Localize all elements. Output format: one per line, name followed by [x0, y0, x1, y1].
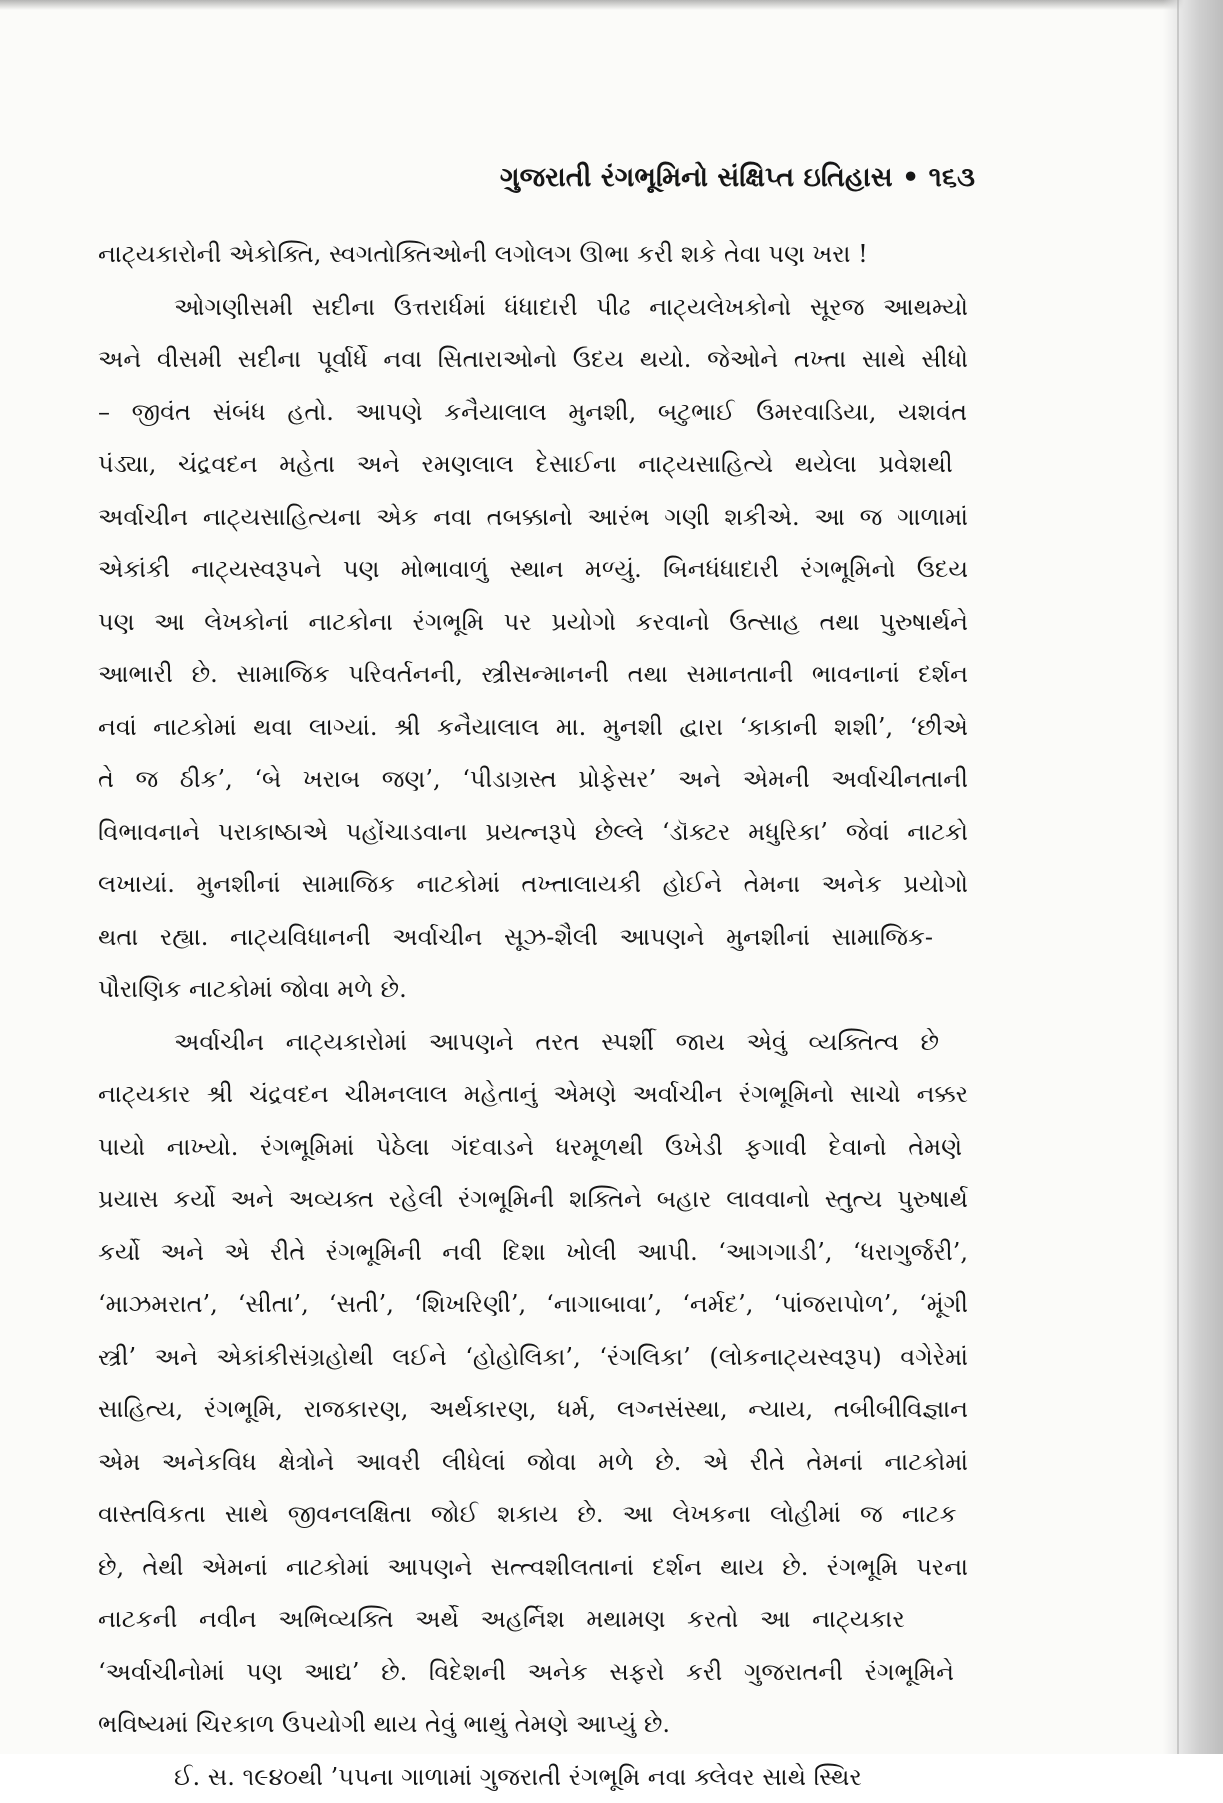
page-right-edge-shadow — [1163, 0, 1223, 1754]
text-line: પ્રયાસ કર્યો અને અવ્યક્ત રહેલી રંગભૂમિની શક્તિને બહાર લાવવાનો સ્તુત્ય પુરુષાર્થ — [98, 1173, 968, 1226]
text-line: અર્વાચીન નાટ્યસાહિત્યના એક નવા તબક્કાનો આરંભ ગણી શકીએ. આ જ ગાળામાં — [98, 491, 968, 544]
page-top-edge-shadow — [0, 0, 1223, 10]
text-line: પાયો નાખ્યો. રંગભૂમિમાં પેઠેલા ગંદવાડને ધરમૂળથી ઉખેડી ફગાવી દેવાનો તેમણે — [98, 1121, 968, 1174]
text-line: વાસ્તવિકતા સાથે જીવનલક્ષિતા જોઈ શકાય છે. આ લેખકના લોહીમાં જ નાટક — [98, 1488, 968, 1541]
text-line: તે જ ઠીક’, ‘બે ખરાબ જણ’, ‘પીડાગ્રસ્ત પ્રોફેસર’ અને એમની અર્વાચીનતાની — [98, 753, 968, 806]
text-line: ‘માઝમરાત’, ‘સીતા’, ‘સતી’, ‘શિખરિણી’, ‘નાગાબાવા’, ‘નર્મદ’, ‘પાંજરાપોળ’, ‘મૂંગી — [98, 1278, 968, 1331]
text-line: છે, તેથી એમનાં નાટકોમાં આપણને સત્ત્વશીલતાનાં દર્શન થાય છે. રંગભૂમિ પરના — [98, 1541, 968, 1594]
text-line: ઈ. સ. ૧૯૪૦થી ’૫૫ના ગાળામાં ગુજરાતી રંગભૂમિ નવા ક્લેવર સાથે સ્થિર — [98, 1751, 968, 1803]
text-line: નાટ્યકાર શ્રી ચંદ્રવદન ચીમનલાલ મહેતાનું એમણે અર્વાચીન રંગભૂમિનો સાચો નક્કર — [98, 1068, 968, 1121]
text-line: આભારી છે. સામાજિક પરિવર્તનની, સ્ત્રીસન્માનની તથા સમાનતાની ભાવનાનાં દર્શન — [98, 648, 968, 701]
text-line: અને વીસમી સદીના પૂર્વાર્ધે નવા સિતારાઓનો ઉદય થયો. જેઓને તખ્તા સાથે સીધો — [98, 333, 968, 386]
text-line: પણ આ લેખકોનાં નાટકોના રંગભૂમિ પર પ્રયોગો કરવાનો ઉત્સાહ તથા પુરુષાર્થને — [98, 596, 968, 649]
text-line: અર્વાચીન નાટ્યકારોમાં આપણને તરત સ્પર્શી જાય એવું વ્યક્તિત્વ છે — [98, 1016, 968, 1069]
page-binding-line — [1177, 0, 1179, 1754]
body-text — [98, 228, 968, 1803]
text-line: પૌરાણિક નાટકોમાં જોવા મળે છે. — [98, 963, 968, 1016]
text-line: સાહિત્ય, રંગભૂમિ, રાજકારણ, અર્થકારણ, ધર્મ, લગ્નસંસ્થા, ન્યાય, તબીબીવિજ્ઞાન — [98, 1383, 968, 1436]
text-line: એકાંકી નાટ્યસ્વરૂપને પણ મોભાવાળું સ્થાન મળ્યું. બિનધંધાદારી રંગભૂમિનો ઉદય — [98, 543, 968, 596]
text-line: એમ અનેકવિધ ક્ષેત્રોને આવરી લીધેલાં જોવા મળે છે. એ રીતે તેમનાં નાટકોમાં — [98, 1436, 968, 1489]
running-head: ગુજરાતી રંગભૂમિનો સંક્ષિપ્ત ઇતિહાસ • ૧૬૩ — [120, 162, 975, 194]
text-line: ઓગણીસમી સદીના ઉત્તરાર્ધમાં ધંધાદારી પીઢ નાટ્યલેખકોનો સૂરજ આથમ્યો — [98, 281, 968, 334]
text-line: કર્યો અને એ રીતે રંગભૂમિની નવી દિશા ખોલી આપી. ‘આગગાડી’, ‘ધરાગુર્જરી’, — [98, 1226, 968, 1279]
text-line: થતા રહ્યા. નાટ્યવિધાનની અર્વાચીન સૂઝ-શૈલી આપણને મુનશીનાં સામાજિક- — [98, 911, 968, 964]
text-line: નાટ્યકારોની એકોક્તિ, સ્વગતોક્તિઓની લગોલગ ઊભા કરી શકે તેવા પણ ખરા ! — [98, 228, 968, 281]
text-line: વિભાવનાને પરાકાષ્ઠાએ પહોંચાડવાના પ્રયત્નરૂપે છેલ્લે ‘ડૉક્ટર મધુરિકા’ જેવાં નાટકો — [98, 806, 968, 859]
text-line: સ્ત્રી’ અને એકાંકીસંગ્રહોથી લઈને ‘હોહોલિકા’, ‘રંગલિકા’ (લોકનાટ્યસ્વરૂપ) વગેરેમાં — [98, 1331, 968, 1384]
text-line: લખાયાં. મુનશીનાં સામાજિક નાટકોમાં તખ્તાલાયકી હોઈને તેમના અનેક પ્રયોગો — [98, 858, 968, 911]
text-line: નાટકની નવીન અભિવ્યક્તિ અર્થે અહર્નિશ મથામણ કરતો આ નાટ્યકાર — [98, 1593, 968, 1646]
text-line: ભવિષ્યમાં ચિરકાળ ઉપયોગી થાય તેવું ભાથું તેમણે આપ્યું છે. — [98, 1698, 968, 1751]
text-line: ‘અર્વાચીનોમાં પણ આદ્ય’ છે. વિદેશની અનેક સફરો કરી ગુજરાતની રંગભૂમિને — [98, 1646, 968, 1699]
text-line: નવાં નાટકોમાં થવા લાગ્યાં. શ્રી કનૈયાલાલ મા. મુનશી દ્વારા ‘કાકાની શશી’, ‘છીએ — [98, 701, 968, 754]
text-line: પંડ્યા, ચંદ્રવદન મહેતા અને રમણલાલ દેસાઈના નાટ્યસાહિત્યે થયેલા પ્રવેશથી — [98, 438, 968, 491]
text-line: – જીવંત સંબંધ હતો. આપણે કનૈયાલાલ મુનશી, બટુભાઈ ઉમરવાડિયા, યશવંત — [98, 386, 968, 439]
